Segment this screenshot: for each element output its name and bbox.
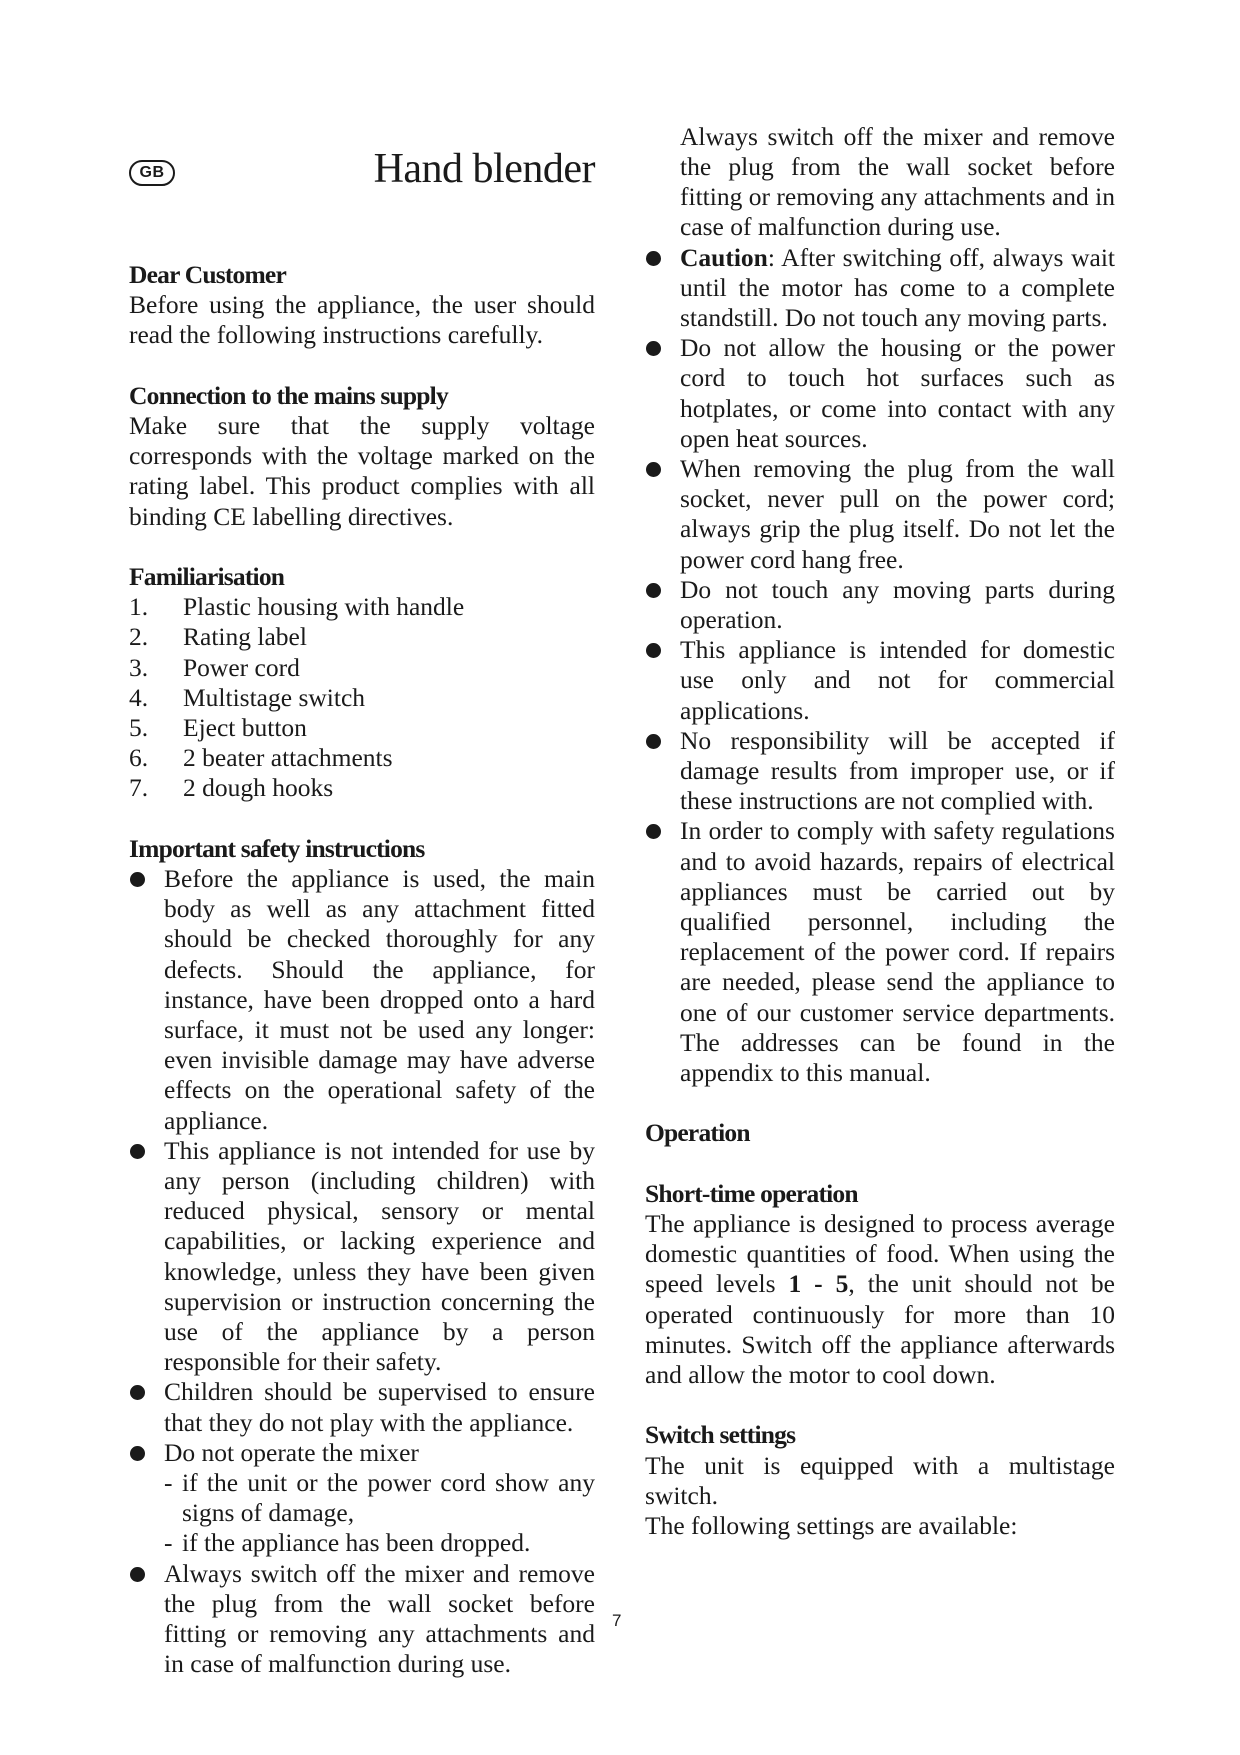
list-item: 3. Power cord [129, 652, 300, 682]
bullet-icon [645, 333, 680, 454]
bullet-icon [645, 454, 680, 575]
safety-bullet: Children should be supervised to ensure that they do not play with the appliance. [129, 1377, 595, 1437]
bullet-icon [645, 816, 680, 1088]
operation-heading: Operation [645, 1118, 750, 1148]
right-column [645, 121, 1115, 1541]
safety-bullet: In order to comply with safety regulations and to avoid hazards, repairs of electrical appliances must be carried out by qualified personnel, including the replacement of the power cord. If repairs are needed, please send the appliance to one of our customer service departments. The addresses can be found in the appendix to this manual. [645, 816, 1115, 1088]
language-badge: GB [129, 160, 175, 186]
bullet-icon [129, 1438, 164, 1559]
safety-bullet [129, 1558, 595, 1679]
title-row [129, 146, 595, 192]
list-item: 5. Eject button [129, 713, 307, 743]
left-column [129, 146, 595, 1679]
list-item: 6. 2 beater attachments [129, 743, 393, 773]
safety-bullet: Do not operate the mixer - if the unit or the power cord show any signs of damage, - if the appliance has been dropped. [129, 1438, 595, 1559]
safety-bullet-continuation [645, 121, 1115, 243]
page-title: Hand blender [373, 146, 595, 192]
safety-heading: Important safety instructions [129, 833, 425, 863]
bullet-icon [129, 1559, 164, 1589]
familiarisation-heading: Familiarisation [129, 562, 285, 591]
bullet-icon [645, 243, 680, 334]
safety-bullet-continued: Always switch off the mixer and remove the plug from the wall socket before fitting or removing any attachments and in case of malfunction during use. [164, 1558, 595, 1679]
list-item: 7. 2 dough hooks [129, 773, 334, 803]
bullet-icon [645, 635, 680, 726]
list-item: 2. Rating label [129, 622, 307, 652]
safety-bullet: No responsibility will be accepted if damage results from improper use, or if these instructions are not complied with. [645, 726, 1115, 817]
sub-item: - if the unit or the power cord show any signs of damage, [164, 1468, 595, 1528]
safety-bullet: Caution: After switching off, always wait until the motor has come to a complete standstill. Do not touch any moving parts. [645, 243, 1115, 334]
list-item: 1. Plastic housing with handle [129, 592, 465, 622]
dear-customer-text: Before using the appliance, the user should read the following instructions carefully. [129, 290, 595, 350]
parts-list [129, 592, 595, 803]
safety-bullet: This appliance is not intended for use by any person (including children) with reduced physical, sensory or mental capabilities, or lacking experience and knowledge, unless they have been given supervision or instruction concerning the use of the appliance by a person responsible for their safety. [129, 1136, 595, 1378]
bullet-icon [129, 1136, 164, 1378]
switch-settings-text: The unit is equipped with a multistage switch. [645, 1450, 1115, 1510]
safety-bullet: Before the appliance is used, the main body as well as any attachment fitted should be checked thoroughly for any defects. Should the appliance, for instance, have been dropped onto a hard surface, it must not be used any longer: even invisible damage may have adverse effects on the operational safety of the appliance. [129, 864, 595, 1136]
page-number: 7 [612, 1611, 622, 1630]
switch-settings-heading: Switch settings [645, 1420, 796, 1450]
dear-customer-heading: Dear Customer [129, 260, 286, 289]
safety-bullet: Do not touch any moving parts during operation. [645, 575, 1115, 635]
bullet-icon [645, 726, 680, 817]
switch-settings-available: The following settings are available: [645, 1511, 1018, 1541]
short-time-text: The appliance is designed to process average domestic quantities of food. When using the speed levels 1 - 5, the unit should not be operated continuously for more than 10 minutes. Switch off the appliance afterwards and allow the motor to cool down. [645, 1209, 1115, 1390]
bullet-icon [129, 864, 164, 1136]
sub-item: - if the appliance has been dropped. [164, 1528, 531, 1558]
safety-bullet: Do not allow the housing or the power cord to touch hot surfaces such as hotplates, or come into contact with any open heat sources. [645, 333, 1115, 454]
safety-bullet-continued-text: Always switch off the mixer and remove the plug from the wall socket before fitting or removing any attachments and in case of malfunction during use. [680, 121, 1115, 242]
bullet-icon [645, 575, 680, 635]
bullet-icon [129, 1377, 164, 1437]
list-item: 4. Multistage switch [129, 682, 366, 712]
connection-text: Make sure that the supply voltage corresponds with the voltage marked on the rating label. This product complies with all binding CE labelling directives. [129, 411, 595, 531]
safety-bullet: When removing the plug from the wall socket, never pull on the power cord; always grip the plug itself. Do not let the power cord hang free. [645, 454, 1115, 575]
connection-heading: Connection to the mains supply [129, 380, 448, 410]
short-time-heading: Short-time operation [645, 1178, 858, 1208]
safety-bullet: This appliance is intended for domestic use only and not for commercial applications. [645, 635, 1115, 726]
